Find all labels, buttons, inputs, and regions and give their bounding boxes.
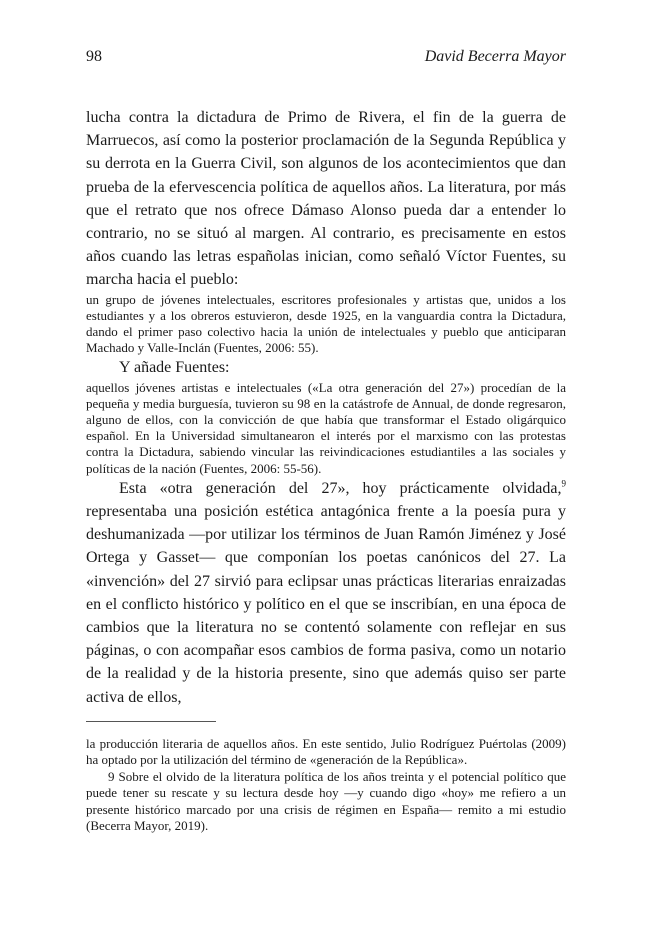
footnote-9: 9 Sobre el olvido de la literatura política de los años treinta y el potencial político que puede tener su rescate y su lectura desde hoy —y cuando digo «hoy» me refiero a un presente histórico marcado por una crisis de régimen en España— remito a mi estudio (Becerra Mayor, 2019). — [86, 768, 566, 834]
page-number: 98 — [86, 48, 102, 65]
footnote-reference-9: 9 — [561, 478, 566, 489]
block-quote-2: aquellos jóvenes artistas e intelectuales («La otra generación del 27») procedían de la pequeña y media burguesía, tuvieron su 98 en la catástrofe de Annual, de donde regresaron, alguno de ellos, con la convicción de que había que transformar el Estado oligárquico español. En la Universidad simultanearon el interés por el marxismo con las protestas contra la Dictadura, sabiendo vincular las reivindicaciones estudiantiles a las sociales y políticas de la nación (Fuentes, 2006: 55-56). — [86, 379, 566, 476]
paragraph-3 — [86, 477, 566, 709]
paragraph-2: Y añade Fuentes: — [119, 359, 230, 377]
paragraph-1: lucha contra la dictadura de Primo de Rivera, el fin de la guerra de Marruecos, así como la posterior proclamación de la Segunda República y su derrota en la Guerra Civil, son algunos de los acontecimientos que dan prueba de la efervescencia política de aquellos años. La literatura, por más que el retrato que nos ofrece Dámaso Alonso pueda dar a entender lo contrario, no se situó al margen. Al contrario, es precisamente en estos años cuando las letras españolas inician, como señaló Víctor Fuentes, su marcha hacia el pueblo: — [86, 109, 566, 289]
paragraph-3-start: Esta «otra generación del 27», hoy prácticamente olvidada, — [119, 479, 562, 497]
footnotes — [86, 736, 566, 834]
paragraph-3-end: representaba una posición estética antagónica frente a la poesía pura y deshumanizada —por utilizar los términos de Juan Ramón Jiménez y José Ortega y Gasset— que componían los poetas canónicos del 27. La «invención» del 27 sirvió para eclipsar unas prácticas literarias enraizadas en el conflicto histórico y político en el que se inscribían, en una época de cambios que la literatura no se contentó solamente con reflejar en sus páginas, o con acompañar esos cambios de forma pasiva, como un notario de la realidad y de la historia presente, sino que además quiso ser parte activa de ellos, — [86, 503, 566, 706]
main-text — [86, 106, 566, 709]
page-header — [86, 48, 566, 72]
footnote-separator — [86, 721, 216, 722]
block-quote-1: un grupo de jóvenes intelectuales, escritores profesionales y artistas que, unidos a los estudiantes y a los obreros estuvieron, desde 1925, en la vanguardia contra la Dictadura, dando el primer paso colectivo hacia la unión de intelectuales y pueblo que anticiparan Machado y Valle-Inclán (Fuentes, 2006: 55). — [86, 291, 566, 356]
footnote-continued: la producción literaria de aquellos años. En este sentido, Julio Rodríguez Puértolas (2009) ha optado por la utilización del término de «generación de la República». — [86, 736, 566, 768]
running-head-author: David Becerra Mayor — [424, 48, 566, 65]
